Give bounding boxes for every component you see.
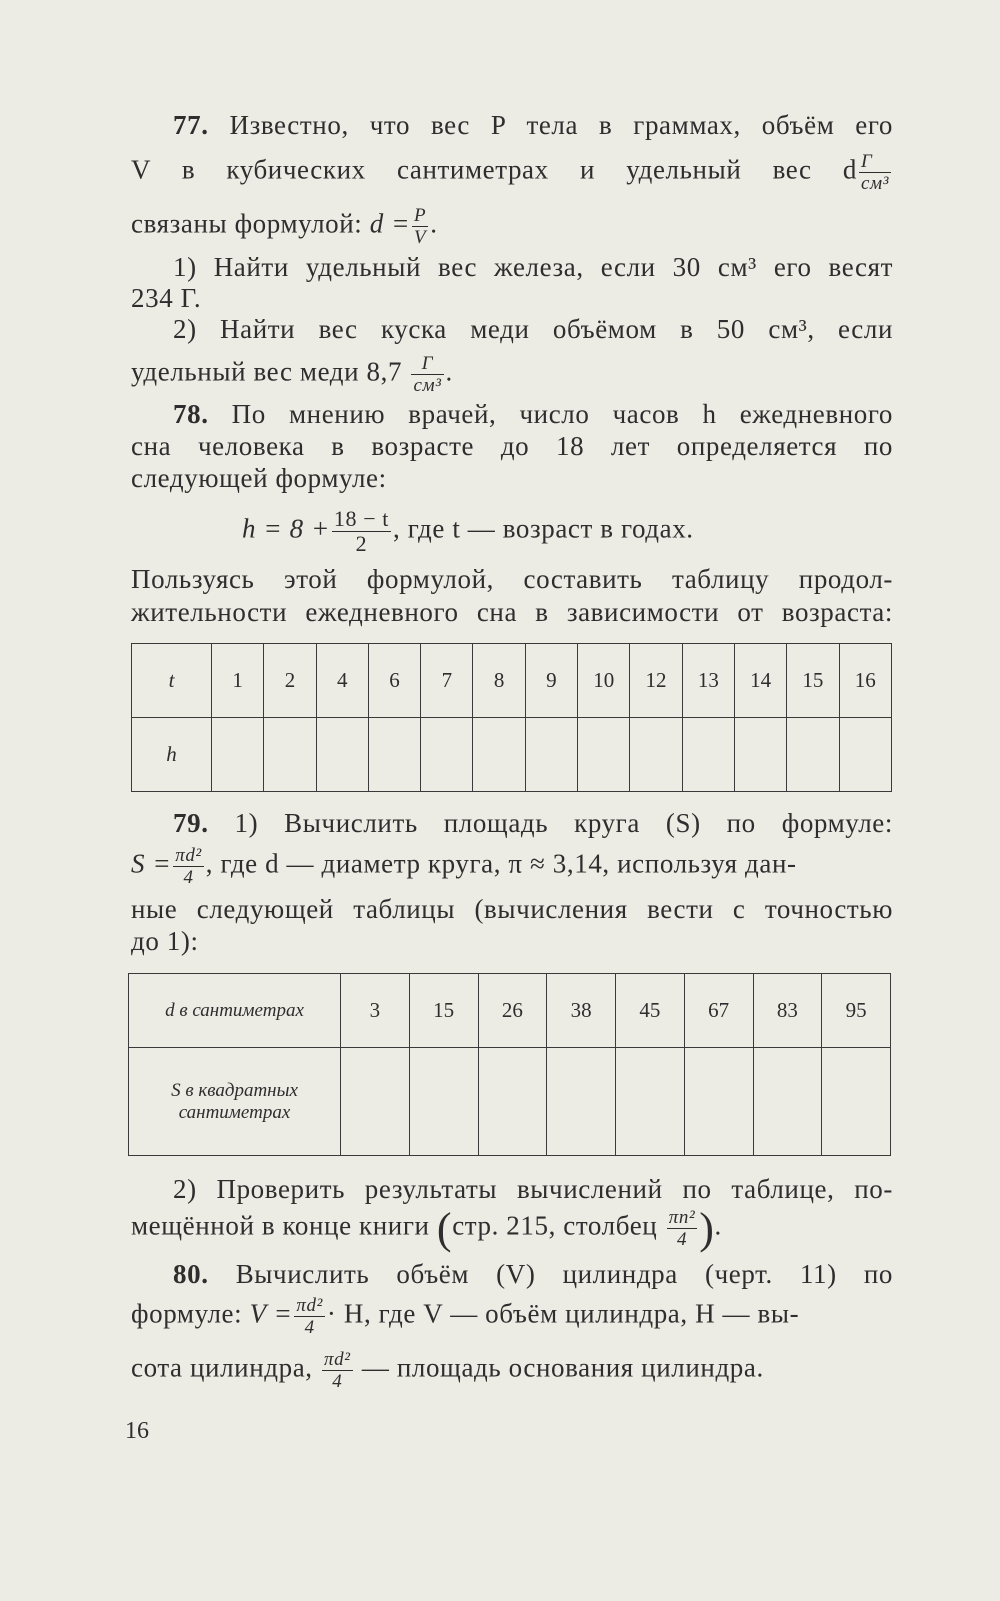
page-number: 16 [125,1418,149,1444]
p77-sub1-end: 234 Г. [131,283,202,313]
circle-table [128,973,891,1156]
table-column-formula: $\frac{\text{πn²}}{4}$ [668,1207,696,1250]
p77-line2: V в кубических сантиметрах и удельный вес d $\frac{Г}{\text{см³}}$ [131,151,889,194]
p79-check1: 2) Проверить результаты вычислений по таблице, по- [173,1174,893,1204]
p77-line3: связаны формулой: d = $\frac{P}{V}$ . [131,205,438,248]
p80-line2: формуле: V = $\frac{\text{πd²}}{4}$ · H, где V — объём цилиндра, H — вы- [131,1295,800,1338]
p80-line1: 80. Вычислить объём (V) цилиндра (черт. 11) по [173,1259,893,1289]
table-header: t [132,644,212,718]
p79-line3: ные следующей таблицы (вычисления вести с точностью [131,894,893,924]
table-header: h [132,718,212,792]
p79-check2: мещённой в конце книги (стр. 215, столбец $\frac{\text{πn²}}{4}$ ). [131,1204,722,1253]
table-row: t 1 2 4 6 7 8 9 10 12 13 14 15 16 [132,644,892,718]
base-area-fraction: $\frac{\text{πd²}}{4}$ [324,1349,351,1392]
table-row [132,718,892,792]
p78-line2: сна человека в возрасте до 18 лет определяется по [131,431,893,461]
p78-after1: Пользуясь этой формулой, составить таблицу продол- [131,564,893,594]
p78-after2: жительности ежедневного сна в зависимости от возраста: [131,597,893,627]
p80-line3: сота цилиндра, $\frac{\text{πd²}}{4}$ — площадь основания цилиндра. [131,1349,764,1392]
cylinder-formula: $\frac{\text{πd²}}{4}$ [296,1295,323,1338]
copper-unit-fraction: $\frac{Г}{\text{см³}}$ [413,353,442,396]
table-row: d в сантиметрах 3 15 26 38 45 67 83 95 [129,974,891,1048]
table-row [129,1048,891,1156]
density-formula: $\frac{P}{V}$ [414,205,427,248]
p78-line3: следующей формуле: [131,463,387,493]
p77-number: 77. [173,110,209,140]
unit-fraction: $\frac{Г}{\text{см³}}$ [860,151,889,194]
circle-area-formula: $\frac{\text{πd²}}{4}$ [175,845,202,888]
p77-sub2-end: удельный вес меди 8,7 $\frac{Г}{\text{см³}}$ . [131,353,453,396]
p78-line1: 78. По мнению врачей, число часов h ежедневного [173,399,893,429]
sleep-formula: h = 8 + $\frac{18 - t}{2}$ , где t — возраст в годах. [242,506,694,556]
p77-sub1: 1) Найти удельный вес железа, если 30 см³ его весят [173,252,893,282]
p79-line2: S = $\frac{\text{πd²}}{4}$ , где d — диаметр круга, π ≈ 3,14, используя дан- [131,845,797,888]
table-header: S в квадратных сантиметрах [129,1048,341,1156]
p79-line4: до 1): [131,926,199,956]
p79-line1: 79. 1) Вычислить площадь круга (S) по формуле: [173,808,893,838]
p77-sub2: 2) Найти вес куска меди объёмом в 50 см³, если [173,314,893,344]
p77-line1: 77. Известно, что вес P тела в граммах, объём его [173,110,893,140]
table-header: d в сантиметрах [129,974,341,1048]
sleep-table [131,643,892,792]
